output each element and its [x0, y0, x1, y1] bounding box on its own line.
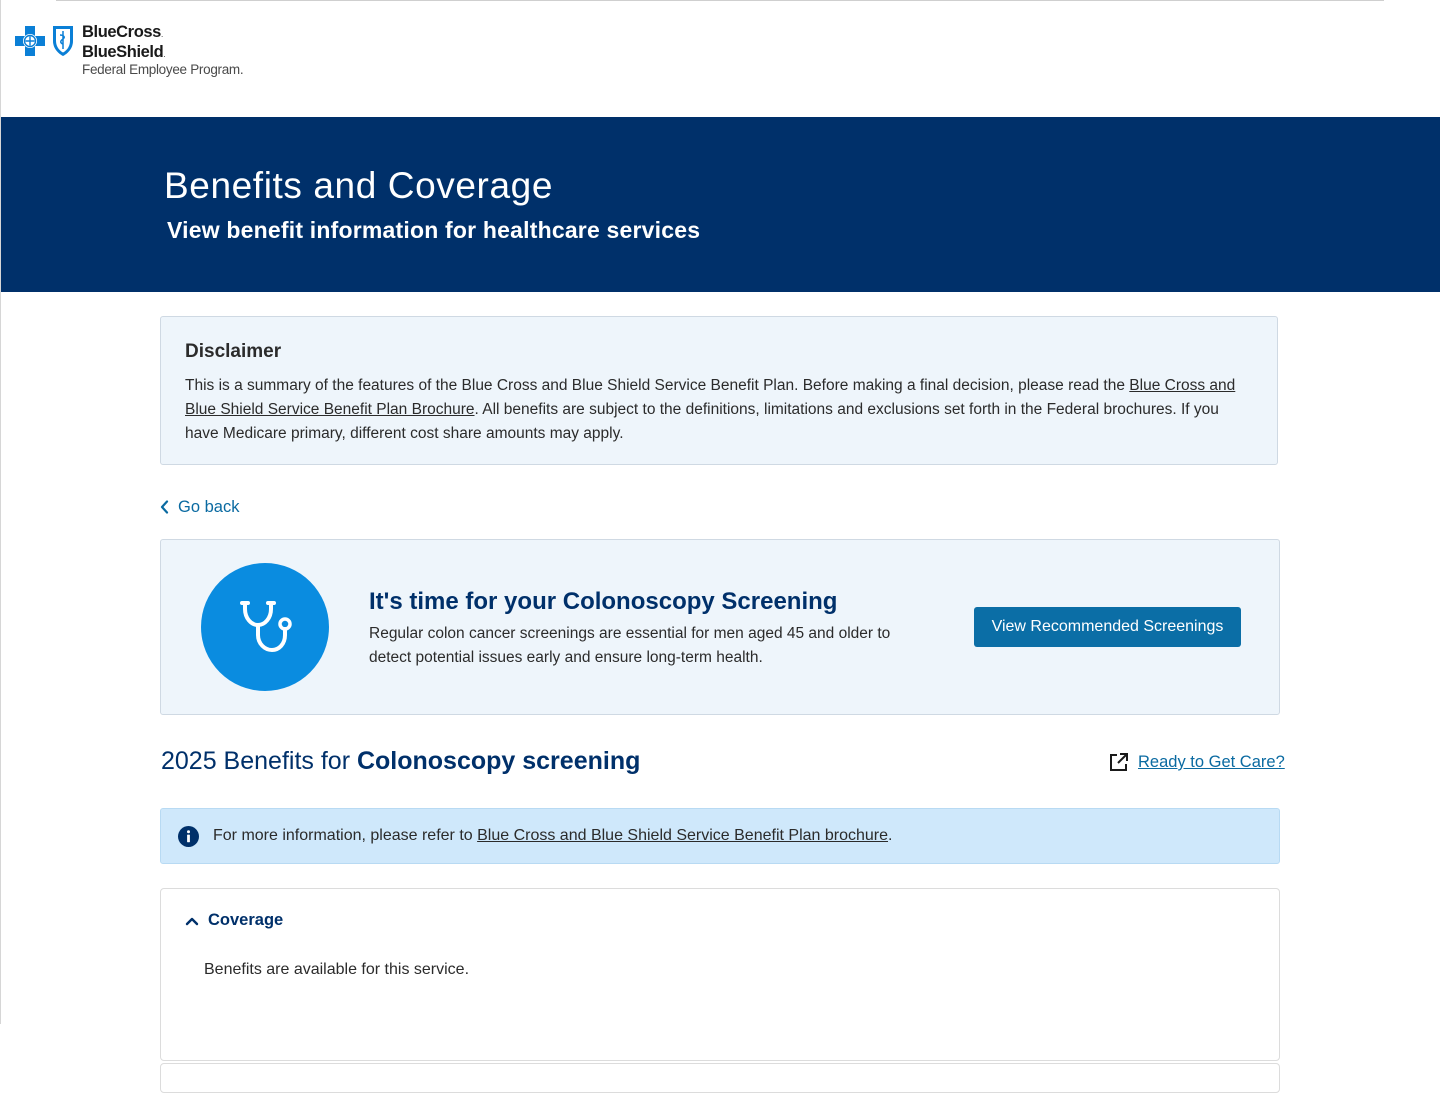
disclaimer-text: This is a summary of the features of the Blue Cross and Blue Shield Service Benefit Plan. Before making a final decision, please read the Blue Cross and Blue Shield Service Benefit Plan Brochure. All benefits are subject to the definitions, limitations and exclusions set forth in the Federal brochures. If you have Medicare primary, different cost share amounts may apply. [185, 377, 1236, 442]
info-icon [178, 826, 199, 847]
disclaimer-panel [160, 316, 1278, 465]
promo-title: It's time for your Colonoscopy Screening [369, 588, 838, 615]
page-subtitle: View benefit information for healthcare services [167, 217, 701, 243]
blue-cross-icon [14, 25, 46, 57]
info-banner [160, 808, 1280, 864]
stethoscope-icon [233, 595, 297, 659]
hero-banner [1, 117, 1440, 292]
ready-to-get-care-link[interactable]: Ready to Get Care? [1138, 753, 1285, 771]
page-top-border [56, 0, 1384, 1]
view-recommended-screenings-button[interactable]: View Recommended Screenings [974, 607, 1241, 647]
brand-program: Federal Employee Program. [82, 62, 244, 77]
promo-icon-circle [201, 563, 329, 691]
coverage-accordion [160, 888, 1280, 1061]
coverage-accordion-toggle[interactable] [185, 911, 283, 930]
coverage-body: Benefits are available for this service. [204, 961, 470, 978]
brochure-link[interactable]: Blue Cross and Blue Shield Service Benefit Plan Brochure [185, 377, 1236, 418]
next-accordion-card [160, 1063, 1280, 1093]
service-name: Colonoscopy screening [356, 747, 641, 775]
chevron-left-icon [160, 500, 169, 514]
go-back-link[interactable] [160, 496, 239, 518]
info-text: For more information, please refer to Blue Cross and Blue Shield Service Benefit Plan brochure. [213, 827, 893, 844]
benefits-section-title: 2025 Benefits for Colonoscopy screening [161, 747, 641, 775]
coverage-heading: Coverage [208, 911, 284, 929]
disclaimer-title: Disclaimer [185, 341, 282, 362]
chevron-up-icon [185, 916, 199, 926]
plan-brochure-link[interactable]: Blue Cross and Blue Shield Service Benefit Plan brochure [477, 827, 889, 844]
page-title: Benefits and Coverage [164, 165, 554, 206]
brand-name: BlueCross. BlueShield. [82, 23, 166, 61]
promo-text: Regular colon cancer screenings are essential for men aged 45 and older to detect potential issues early and ensure long-term health. [369, 625, 891, 666]
external-link-icon [1108, 752, 1129, 773]
bcbs-fep-logo[interactable] [14, 24, 254, 80]
ready-to-get-care[interactable] [1108, 752, 1285, 773]
go-back-label: Go back [178, 497, 240, 516]
screening-promo-card [160, 539, 1280, 715]
